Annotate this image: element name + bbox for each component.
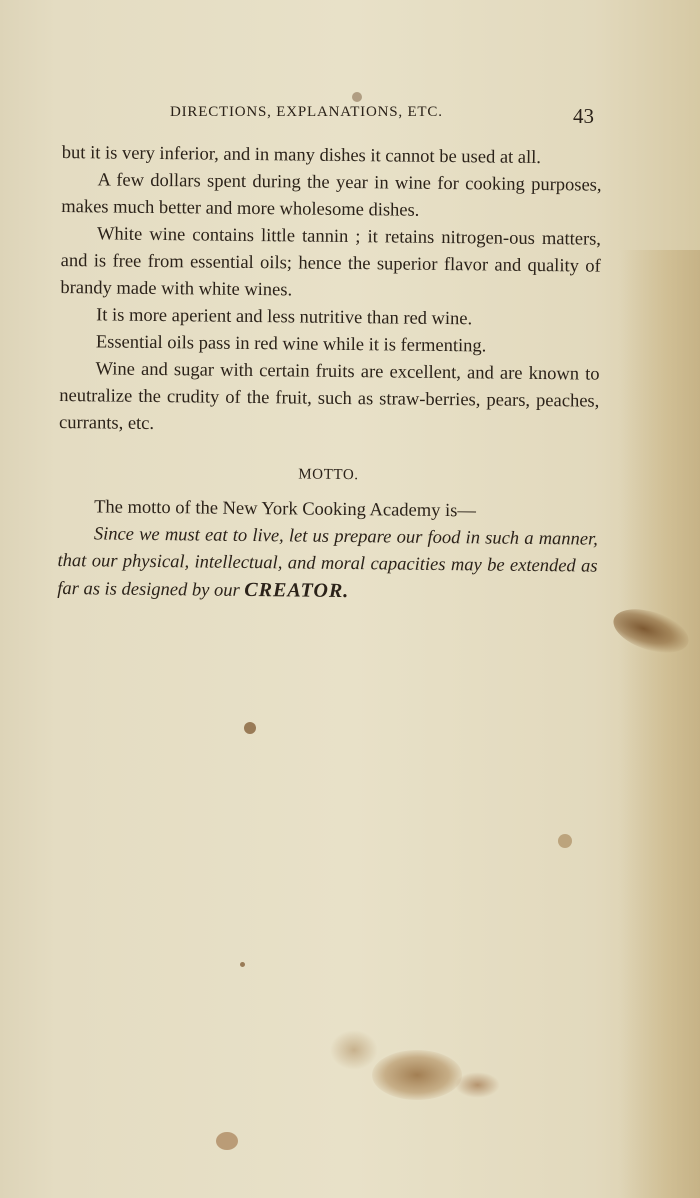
edge-discoloration	[620, 250, 700, 1198]
water-stain	[455, 1072, 500, 1098]
paragraph: It is more aperient and less nutritive than red wine.	[96, 305, 473, 330]
paragraph: Wine and sugar with certain fruits are excellent, and are known to neutralize the crudity of the fruit, such as straw-berries, pears, peaches, currants, etc.	[58, 359, 600, 434]
spot-stain	[216, 1132, 238, 1150]
motto-quote: Since we must eat to live, let us prepare our food in such a manner, that our physical, intellectual, and moral capacities may be extended as far as is designed by our	[57, 524, 598, 601]
page-header	[0, 96, 700, 136]
paragraph: White wine contains little tannin ; it retains nitrogen-ous matters, and is free from essential oils; hence the superior flavor and quality of brandy made with white wines.	[60, 224, 602, 301]
paragraph: but it is very inferior, and in many dishes it cannot be used at all.	[61, 142, 542, 169]
spot-stain	[244, 722, 256, 734]
water-stain	[372, 1050, 462, 1100]
paragraph: A few dollars spent during the year in wine for cooking purposes, makes much better and more wholesome dishes.	[61, 170, 602, 221]
spot-stain	[240, 962, 245, 967]
motto-intro: The motto of the New York Cooking Academy is—	[94, 497, 477, 522]
creator-word: CREATOR.	[244, 578, 350, 603]
running-head: DIRECTIONS, EXPLANATIONS, ETC.	[170, 104, 443, 120]
paragraph: Essential oils pass in red wine while it is fermenting.	[95, 332, 487, 357]
page-number: 43	[573, 104, 594, 128]
water-stain	[330, 1030, 378, 1070]
section-heading: MOTTO.	[298, 466, 359, 484]
motto-text	[57, 521, 598, 609]
body-text	[57, 140, 602, 609]
spot-stain	[558, 834, 572, 848]
